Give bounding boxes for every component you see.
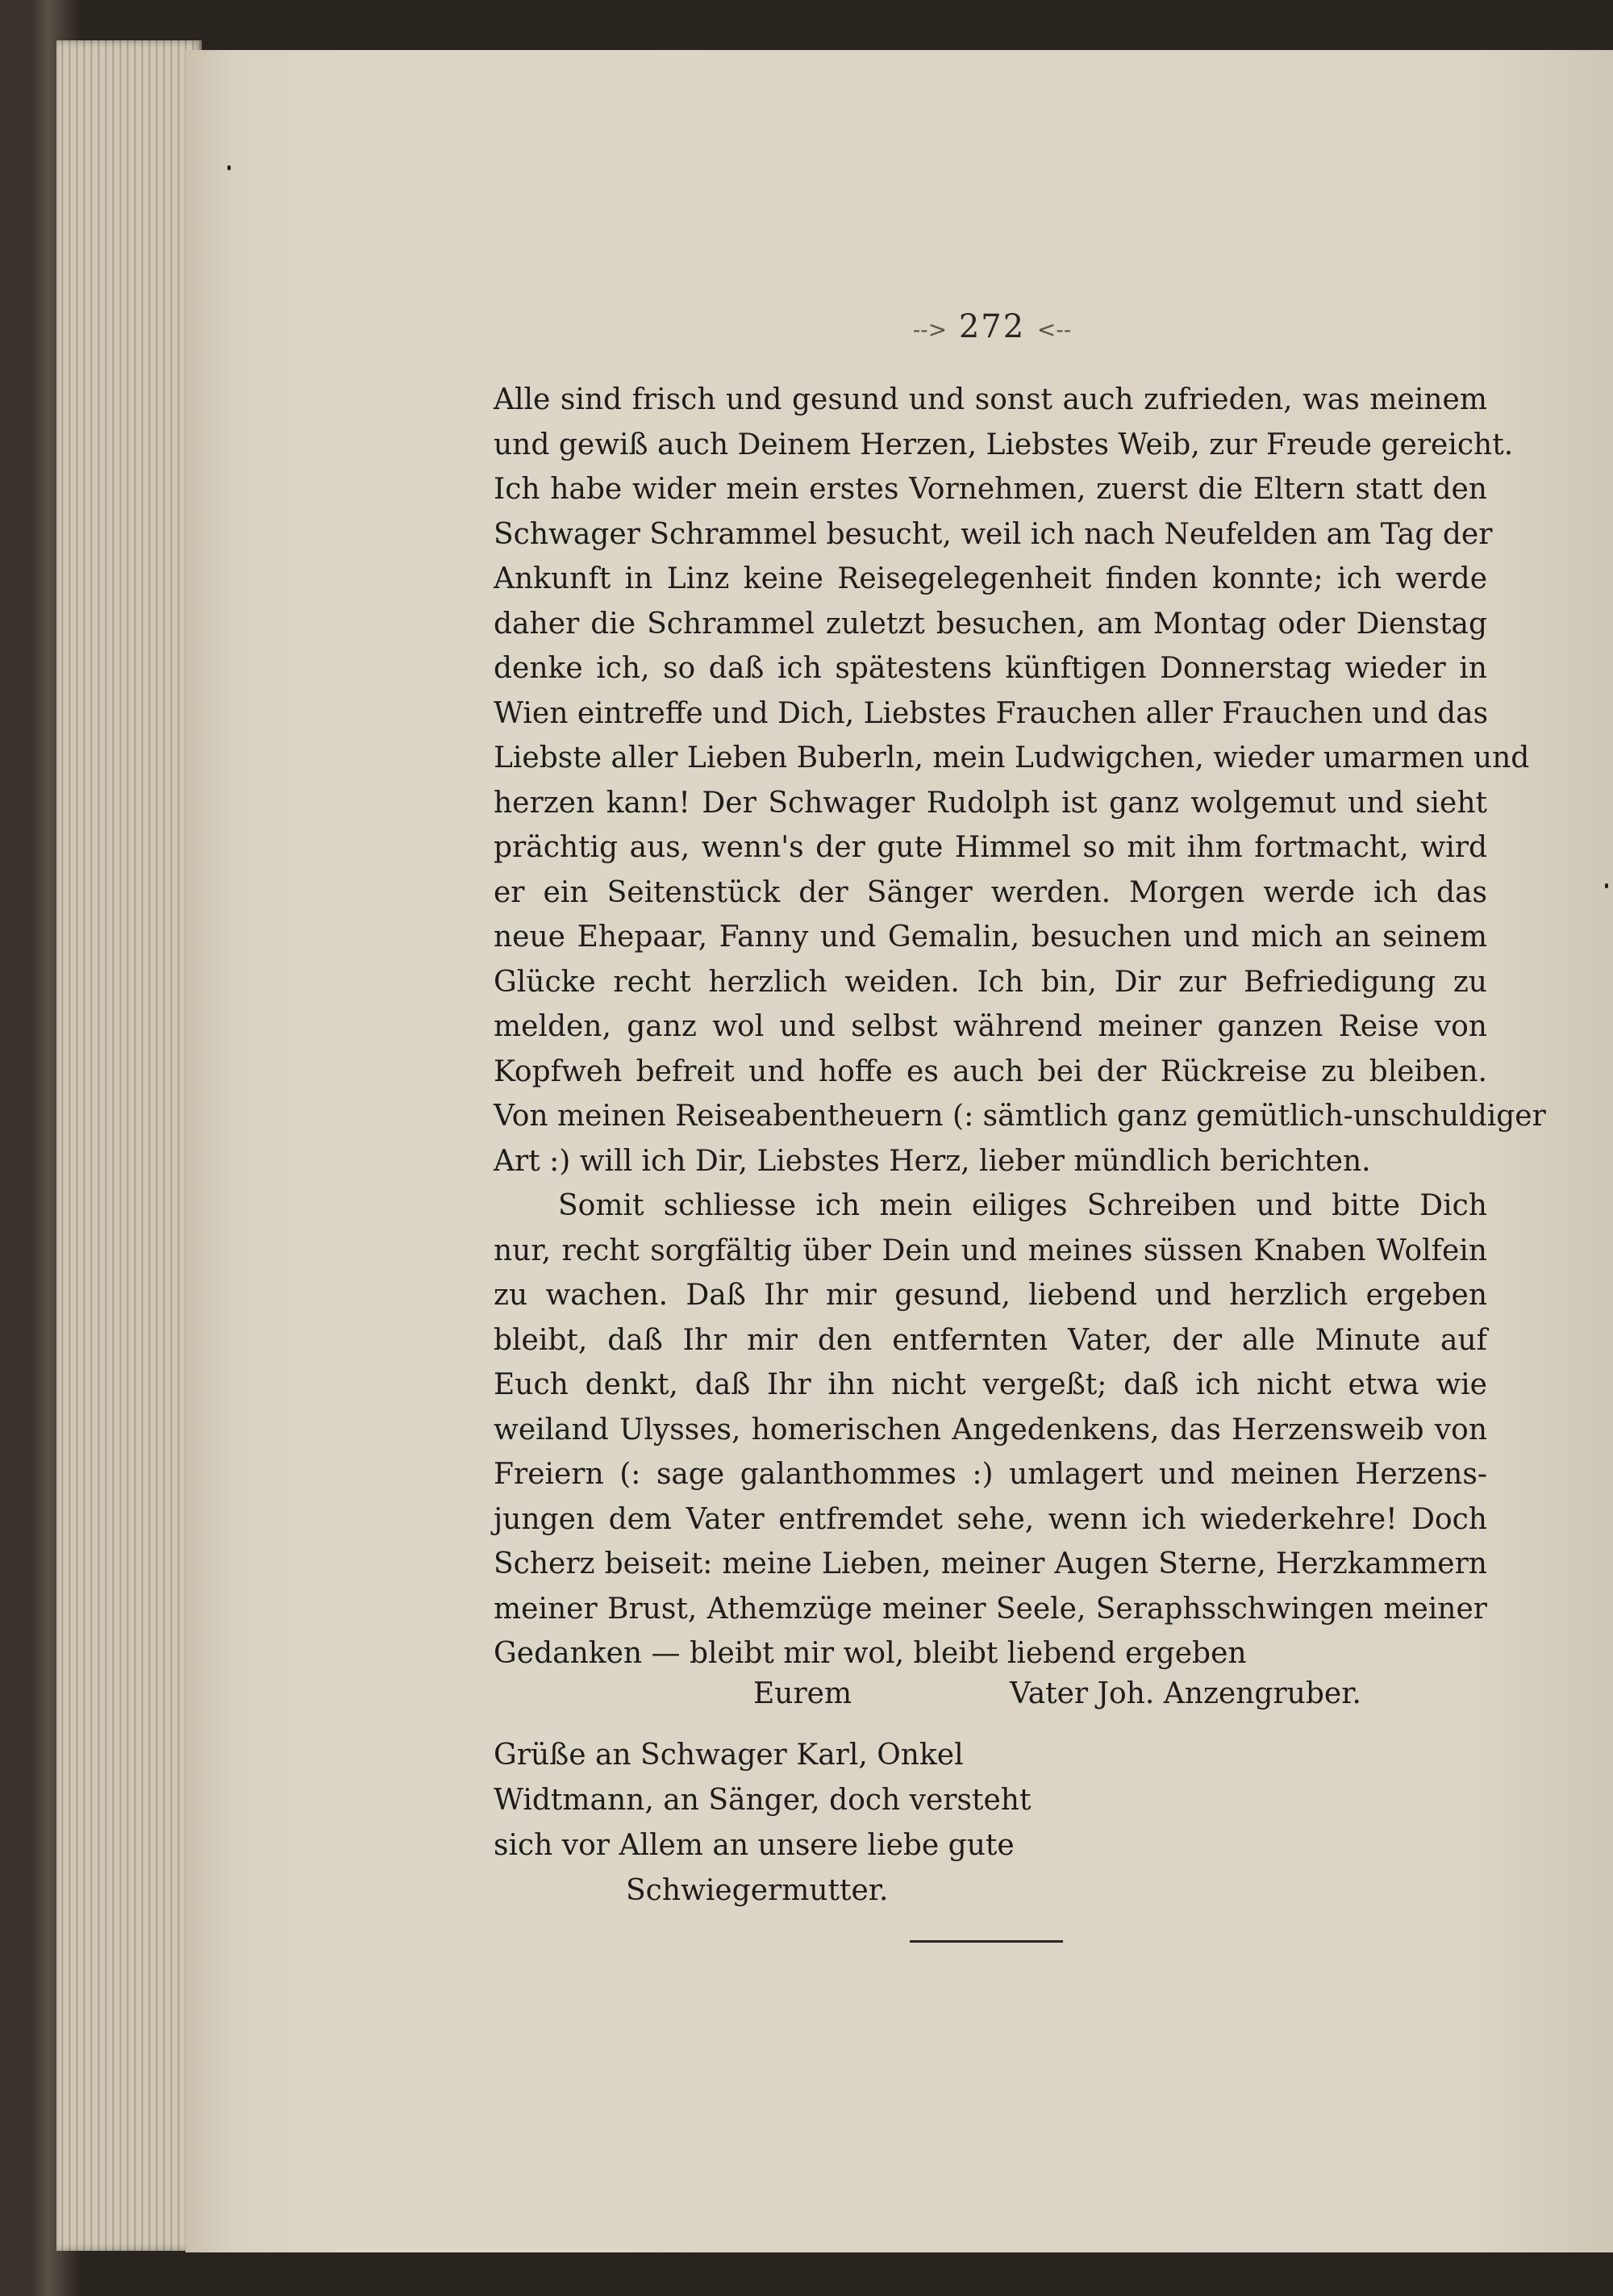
postscript-line: Grüße an Schwager Karl, Onkel: [494, 1739, 964, 1772]
text-line: melden, ganz wol und selbst während meiner ganzen Reise von: [494, 1010, 1487, 1043]
text-line: Liebste aller Lieben Buberln, mein Ludwigchen, wieder umarmen und: [494, 741, 1530, 774]
ink-speck: [227, 165, 231, 170]
closing-rule: [910, 1940, 1063, 1943]
text-line: neue Ehepaar, Fanny und Gemalin, besuchen und mich an seinem: [494, 920, 1487, 954]
text-line: jungen dem Vater entfremdet sehe, wenn ich wiederkehre! Doch: [494, 1502, 1487, 1536]
text-line: weiland Ulysses, homerischen Angedenkens, das Herzensweib von: [494, 1413, 1487, 1446]
letter-body: [494, 378, 1546, 1676]
text-line: Wien eintreffe und Dich, Liebstes Frauchen aller Frauchen und das: [494, 696, 1489, 730]
text-line: prächtig aus, wenn's der gute Himmel so mit ihm fortmacht, wird: [494, 831, 1487, 864]
signature-closing: Eurem: [753, 1677, 852, 1710]
text-line: Art :) will ich Dir, Liebstes Herz, lieber mündlich berichten.: [494, 1144, 1371, 1178]
postscript-line: Widtmann, an Sänger, doch versteht: [494, 1784, 1032, 1817]
text-line: und gewiß auch Deinem Herzen, Liebstes Weib, zur Freude gereicht.: [494, 428, 1514, 461]
ornament-right: <--: [1036, 316, 1072, 343]
text-line: meiner Brust, Athemzüge meiner Seele, Seraphsschwingen meiner: [494, 1592, 1487, 1626]
text-line: bleibt, daß Ihr mir den entfernten Vater, der alle Minute auf: [494, 1323, 1487, 1357]
text-line: er ein Seitenstück der Sänger werden. Morgen werde ich das: [494, 875, 1487, 909]
page-number-line: [871, 308, 1113, 345]
text-line: Euch denkt, daß Ihr ihn nicht vergeßt; daß ich nicht etwa wie: [494, 1368, 1487, 1401]
text-line: Somit schliesse ich mein eiliges Schreiben und bitte Dich: [558, 1189, 1487, 1222]
postscript-line: sich vor Allem an unsere liebe gute: [494, 1829, 1015, 1862]
text-line: Glücke recht herzlich weiden. Ich bin, Dir zur Befriedigung zu: [494, 965, 1487, 999]
text-line: Freiern (: sage galanthommes :) umlagert und meinen Herzens-: [494, 1458, 1487, 1491]
text-line: Gedanken — bleibt mir wol, bleibt liebend ergeben: [494, 1637, 1247, 1670]
signature-name: Vater Joh. Anzengruber.: [1010, 1677, 1361, 1710]
text-line: Ankunft in Linz keine Reisegelegenheit finden konnte; ich werde: [494, 562, 1487, 595]
text-line: Alle sind frisch und gesund und sonst auch zufrieden, was meinem: [494, 383, 1487, 416]
page-stack-edge: [56, 40, 202, 2251]
text-line: herzen kann! Der Schwager Rudolph ist ganz wolgemut und sieht: [494, 786, 1487, 820]
ink-speck: [1605, 883, 1608, 888]
text-line: Ich habe wider mein erstes Vornehmen, zuerst die Eltern statt den: [494, 473, 1487, 506]
text-line: zu wachen. Daß Ihr mir gesund, liebend und herzlich ergeben: [494, 1279, 1487, 1312]
page-number: 272: [958, 308, 1026, 345]
postscript: [494, 1733, 1032, 1914]
text-line: Schwager Schrammel besucht, weil ich nach Neufelden am Tag der: [494, 517, 1493, 551]
text-line: denke ich, so daß ich spätestens künftigen Donnerstag wieder in: [494, 652, 1487, 685]
text-line: Kopfweh befreit und hoffe es auch bei der Rückreise zu bleiben.: [494, 1054, 1487, 1088]
ornament-left: -->: [912, 316, 948, 343]
text-line: Scherz beiseit: meine Lieben, meiner Augen Sterne, Herzkammern: [494, 1547, 1487, 1580]
postscript-line: Schwiegermutter.: [626, 1874, 889, 1907]
text-line: nur, recht sorgfältig über Dein und meines süssen Knaben Wolfein: [494, 1234, 1487, 1267]
text-line: Von meinen Reiseabentheuern (: sämtlich ganz gemütlich-unschuldiger: [494, 1100, 1546, 1133]
text-line: daher die Schrammel zuletzt besuchen, am Montag oder Dienstag: [494, 607, 1487, 641]
